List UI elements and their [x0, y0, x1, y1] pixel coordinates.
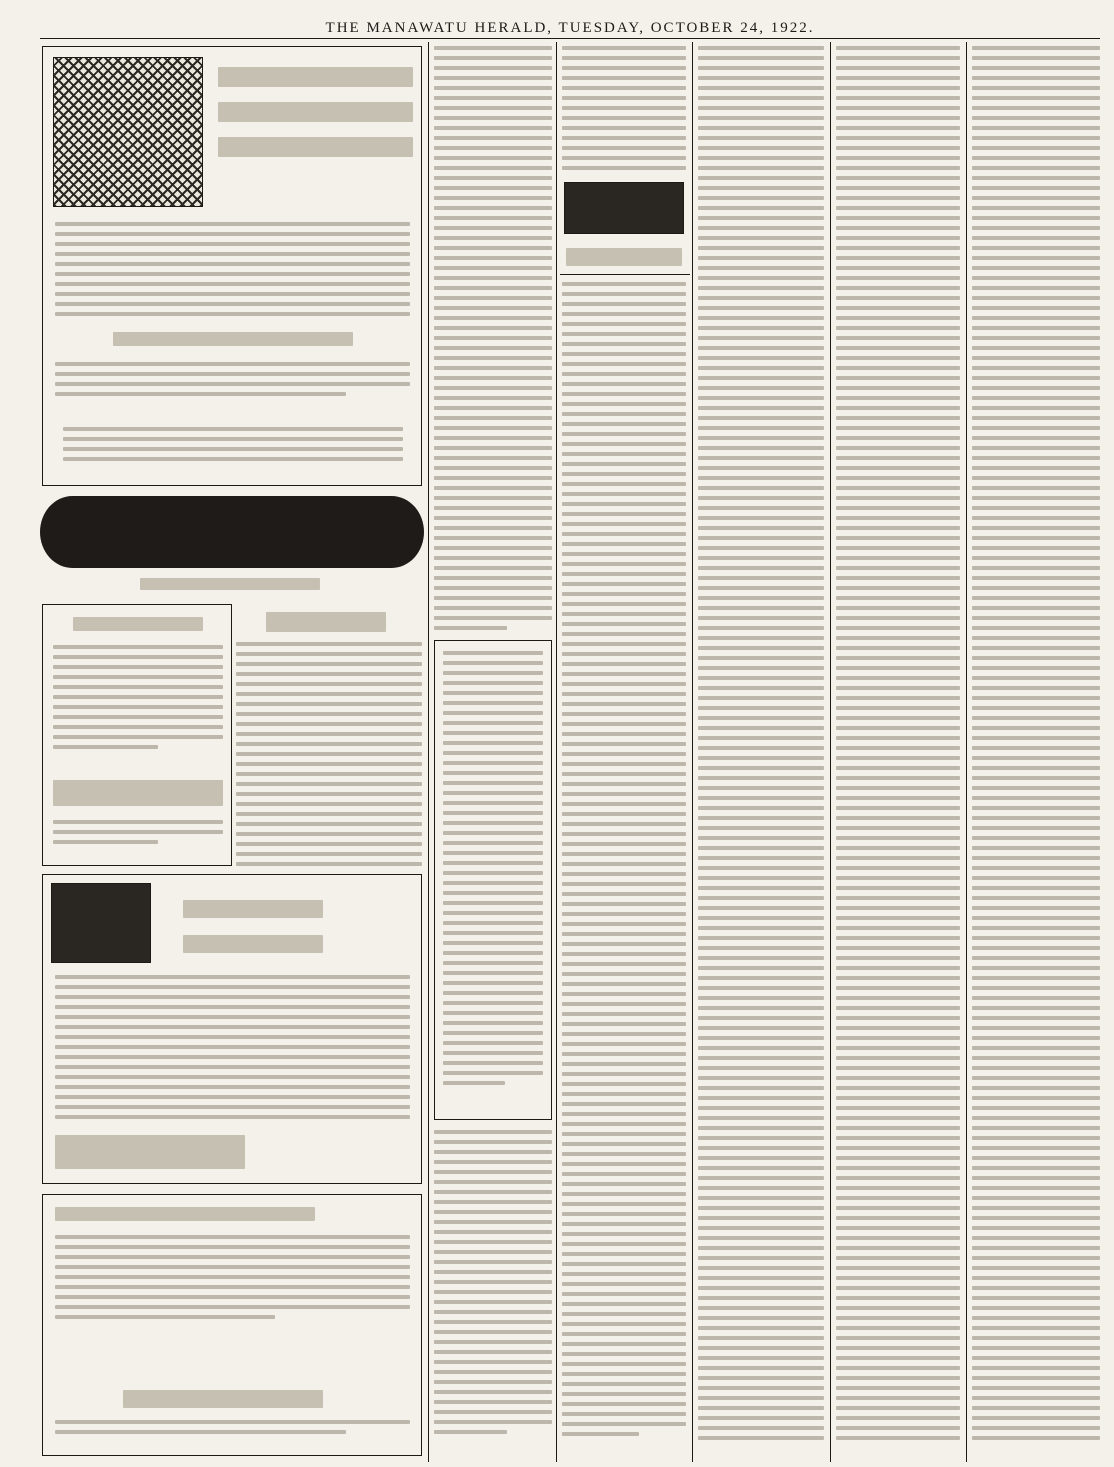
masthead-title: THE MANAWATU HERALD, TUESDAY, OCTOBER 24, 1922.: [325, 20, 815, 36]
column-rule: [692, 42, 693, 1462]
section-title: [566, 248, 682, 266]
column-3-top: [434, 46, 552, 636]
column-5: [698, 46, 824, 1455]
illustration: [51, 883, 151, 963]
illustration: [53, 57, 203, 207]
advertisement-bad-legs: [236, 604, 422, 866]
column-4-top: [562, 46, 686, 176]
advertisement-for-cash-only: [42, 604, 232, 866]
rule: [560, 274, 690, 275]
advertisement-golf: [42, 874, 422, 1184]
advertisement-water-drainage: [42, 1194, 422, 1456]
advertisement-congoleums: [42, 46, 422, 486]
column-7: [972, 46, 1100, 1455]
column-6: [836, 46, 960, 1455]
column-rule: [556, 42, 557, 1462]
masthead: [40, 6, 1100, 39]
c-m-ross-logo: [40, 496, 424, 568]
advertisement-riders-boots: [434, 640, 552, 1120]
column-rule: [966, 42, 967, 1462]
column-rule: [830, 42, 831, 1462]
column-4-body: [562, 282, 686, 1455]
column-rule: [428, 42, 429, 1462]
illustration: [564, 182, 684, 234]
